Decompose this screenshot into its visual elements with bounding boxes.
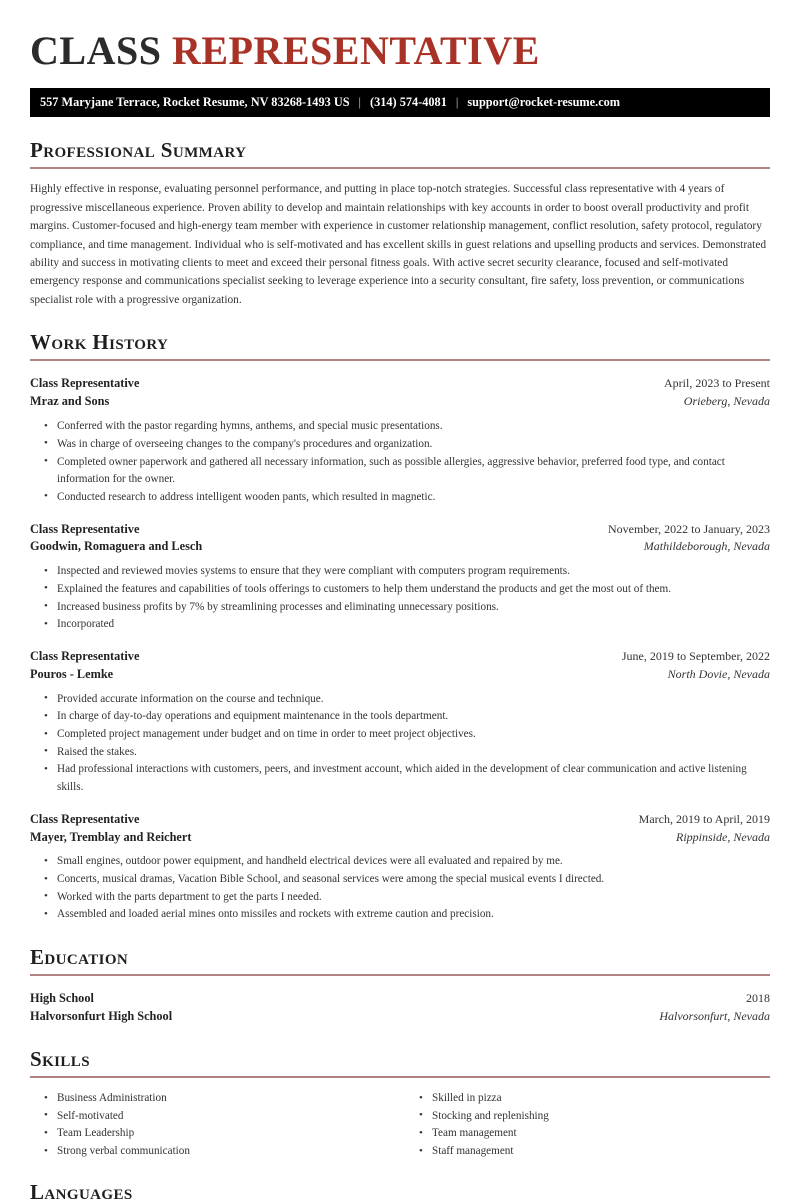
section-heading-languages: Languages — [30, 1179, 133, 1204]
job-location: Mathildeborough, Nevada — [643, 539, 770, 554]
list-item: • Conferred with the pastor regarding hymns, anthems, and special music presentations. — [44, 418, 770, 436]
table-row — [30, 393, 770, 411]
summary-text: Highly effective in response, evaluating personnel performance, and putting in place top-notch strategies. Successful class representative with 4 years of progressive miscellaneous experience. Proven ability to develop and maintain relationships with key accounts in order to boost overall productivity and profit margins. Customer-focused and high-energy team member with experience in customer relationship management, conflict resolution, safety protocol, regulatory compliance, and time management. Individual who is self-motivated and has excellent skills in guest relations and upselling products and services. Demonstrated ability and success in motivating clients to meet and exceed their personal fitness goals. With active secret security clearance, focused and self-motivated emergency response and communications specialist seeking to leverage experience into a security consultant, fire safety, loss prevention, or communications specialist role with a progressive organization. — [30, 183, 767, 306]
name-last: REPRESENTATIVE — [171, 28, 540, 73]
job-bullet-list — [30, 418, 770, 506]
name-first: CLASS — [30, 28, 162, 73]
list-item: • Increased business profits by 7% by streamlining processes and eliminating unnecessary positions. — [44, 599, 770, 617]
table-row — [30, 375, 770, 393]
section-skills — [30, 1026, 770, 1161]
section-heading-education: Education — [30, 945, 129, 970]
table-row — [30, 1008, 770, 1026]
job-company: Mraz and Sons — [30, 394, 110, 409]
table-row — [30, 990, 770, 1008]
table-row — [30, 538, 770, 556]
list-item: • Business Administration — [44, 1090, 400, 1108]
list-item: • Provided accurate information on the course and technique. — [44, 691, 770, 709]
contact-bar — [30, 88, 770, 117]
list-item: • Had professional interactions with customers, peers, and investment account, which aided in the development of clear communication and active listening skills. — [44, 761, 770, 796]
list-item: • Team management — [419, 1125, 770, 1143]
list-item: • Conducted research to address intelligent wooden pants, which resulted in magnetic. — [44, 489, 770, 507]
list-item: • Concerts, musical dramas, Vacation Bible School, and seasonal services were among the special musical events I directed. — [44, 871, 770, 889]
job-location: Rippinside, Nevada — [676, 829, 770, 844]
table-row — [30, 829, 770, 847]
job-bullet-list — [30, 691, 770, 797]
list-item: • Raised the stakes. — [44, 744, 770, 762]
job-company: Goodwin, Romaguera and Lesch — [30, 539, 203, 554]
education-year: 2018 — [746, 991, 770, 1006]
list-item: • Explained the features and capabilities of tools offerings to customers to help them understand the products and get the most out of them. — [44, 581, 770, 599]
education-degree: High School — [30, 991, 94, 1006]
work-entry — [30, 361, 770, 506]
section-heading-summary: Professional Summary — [30, 138, 247, 162]
work-entry — [30, 507, 770, 634]
list-item: • Inspected and reviewed movies systems to ensure that they were compliant with computers program requirements. — [44, 563, 770, 581]
job-location: North Dovie, Nevada — [667, 666, 770, 681]
list-item: • Staff management — [419, 1143, 770, 1161]
education-school: Halvorsonfurt High School — [30, 1009, 173, 1024]
job-bullet-list — [30, 563, 770, 634]
list-item: • In charge of day-to-day operations and equipment maintenance in the tools department. — [44, 708, 770, 726]
contact-phone[interactable]: (314) 574-4081 — [370, 95, 447, 109]
table-row — [30, 648, 770, 666]
job-date: November, 2022 to January, 2023 — [607, 521, 770, 536]
list-item: • Completed project management under budget and on time in order to meet project objectives. — [44, 726, 770, 744]
list-item: • Completed owner paperwork and gathered all necessary information, such as possible allergies, aggressive behavior, preferred food type, and contact information for the owner. — [44, 454, 770, 489]
list-item: • Skilled in pizza — [419, 1090, 770, 1108]
table-row — [30, 811, 770, 829]
list-item: • Strong verbal communication — [44, 1143, 400, 1161]
work-entry — [30, 634, 770, 797]
job-title: Class Representative — [30, 521, 140, 536]
page-title — [0, 0, 800, 74]
list-item: • Was in charge of overseeing changes to the company's procedures and organization. — [44, 436, 770, 454]
contact-address: 557 Maryjane Terrace, Rocket Resume, NV 83268-1493 US — [40, 95, 350, 109]
job-company: Pouros - Lemke — [30, 666, 114, 681]
table-row — [30, 666, 770, 684]
list-item: • Assembled and loaded aerial mines onto missiles and rockets with extreme caution and precision. — [44, 906, 770, 924]
list-item: • Team Leadership — [44, 1125, 400, 1143]
section-heading-work-history: Work History — [30, 330, 169, 355]
skills-column-left — [30, 1082, 400, 1161]
job-title: Class Representative — [30, 648, 140, 663]
section-work-history — [30, 309, 770, 924]
contact-separator-2: | — [455, 95, 459, 109]
job-date: June, 2019 to September, 2022 — [621, 648, 770, 663]
contact-email[interactable]: support@rocket-resume.com — [467, 95, 621, 109]
job-title: Class Representative — [30, 811, 140, 826]
education-location: Halvorsonfurt, Nevada — [659, 1009, 770, 1024]
work-entry — [30, 797, 770, 924]
list-item: • Stocking and replenishing — [419, 1108, 770, 1126]
skills-columns — [30, 1078, 770, 1161]
list-item: • Self-motivated — [44, 1108, 400, 1126]
job-bullet-list — [30, 853, 770, 924]
section-languages — [30, 1161, 770, 1204]
skills-column-right — [400, 1082, 770, 1161]
section-professional-summary — [30, 117, 770, 309]
list-item: • Small engines, outdoor power equipment, and handheld electrical devices were all evaluated and repaired by me. — [44, 853, 770, 871]
job-date: April, 2023 to Present — [664, 376, 770, 391]
contact-separator-1: | — [358, 95, 362, 109]
job-company: Mayer, Tremblay and Reichert — [30, 829, 192, 844]
skills-list — [30, 1090, 400, 1161]
list-item: • Worked with the parts department to get the parts I needed. — [44, 889, 770, 907]
list-item: • Incorporated — [44, 616, 770, 634]
education-entry — [30, 976, 770, 1026]
job-date: March, 2019 to April, 2019 — [638, 811, 770, 826]
job-title: Class Representative — [30, 376, 140, 391]
section-education — [30, 924, 770, 1026]
table-row — [30, 521, 770, 539]
skills-list — [405, 1090, 770, 1161]
job-location: Orieberg, Nevada — [683, 394, 770, 409]
section-heading-skills: Skills — [30, 1046, 90, 1071]
